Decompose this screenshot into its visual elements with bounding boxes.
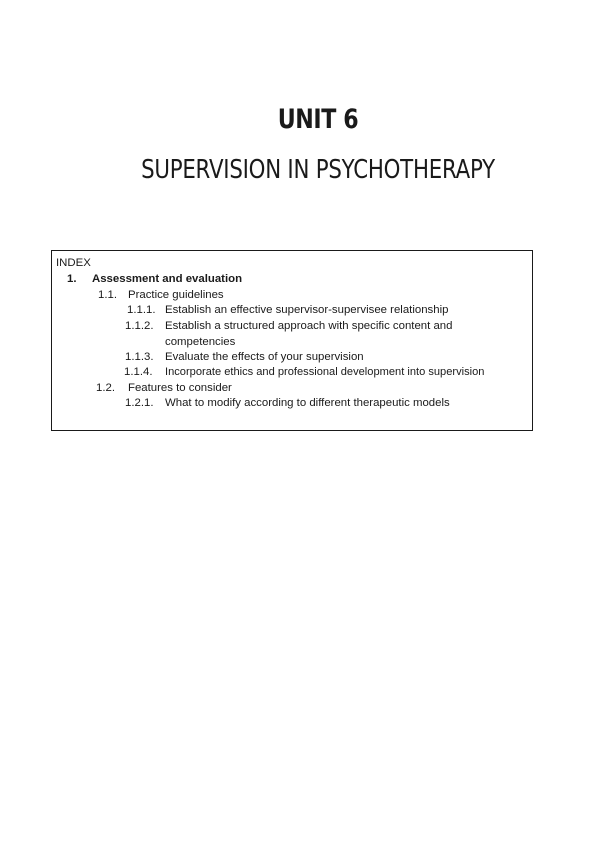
index-entry-text: Practice guidelines bbox=[128, 289, 224, 301]
index-entry-number: 1. bbox=[67, 273, 77, 285]
index-entry-number: 1.1. bbox=[98, 289, 117, 301]
index-entry-text: What to modify according to different therapeutic models bbox=[165, 397, 450, 409]
index-entry-number: 1.1.4. bbox=[124, 366, 153, 378]
index-entry-text: Assessment and evaluation bbox=[92, 273, 243, 285]
index-entry-number: 1.2.1. bbox=[125, 397, 154, 409]
index-entry-number: 1.2. bbox=[96, 382, 115, 394]
index-entry-text: Establish a structured approach with specific content and competencies bbox=[165, 320, 453, 348]
index-entry-number: 1.1.1. bbox=[127, 304, 156, 316]
index-box bbox=[51, 250, 533, 431]
index-entry-text: Incorporate ethics and professional development into supervision bbox=[165, 366, 485, 378]
index-entry-text: Features to consider bbox=[128, 382, 232, 394]
index-heading: INDEX bbox=[56, 257, 91, 269]
unit-title: UNIT 6 bbox=[277, 104, 359, 135]
index-entry-number: 1.1.2. bbox=[125, 320, 154, 332]
index-entry-number: 1.1.3. bbox=[125, 351, 154, 363]
index-entry-text: Evaluate the effects of your supervision bbox=[165, 351, 364, 363]
document-title: SUPERVISION IN PSYCHOTHERAPY bbox=[141, 155, 495, 185]
index-entry-text: Establish an effective supervisor-supervisee relationship bbox=[165, 304, 449, 316]
